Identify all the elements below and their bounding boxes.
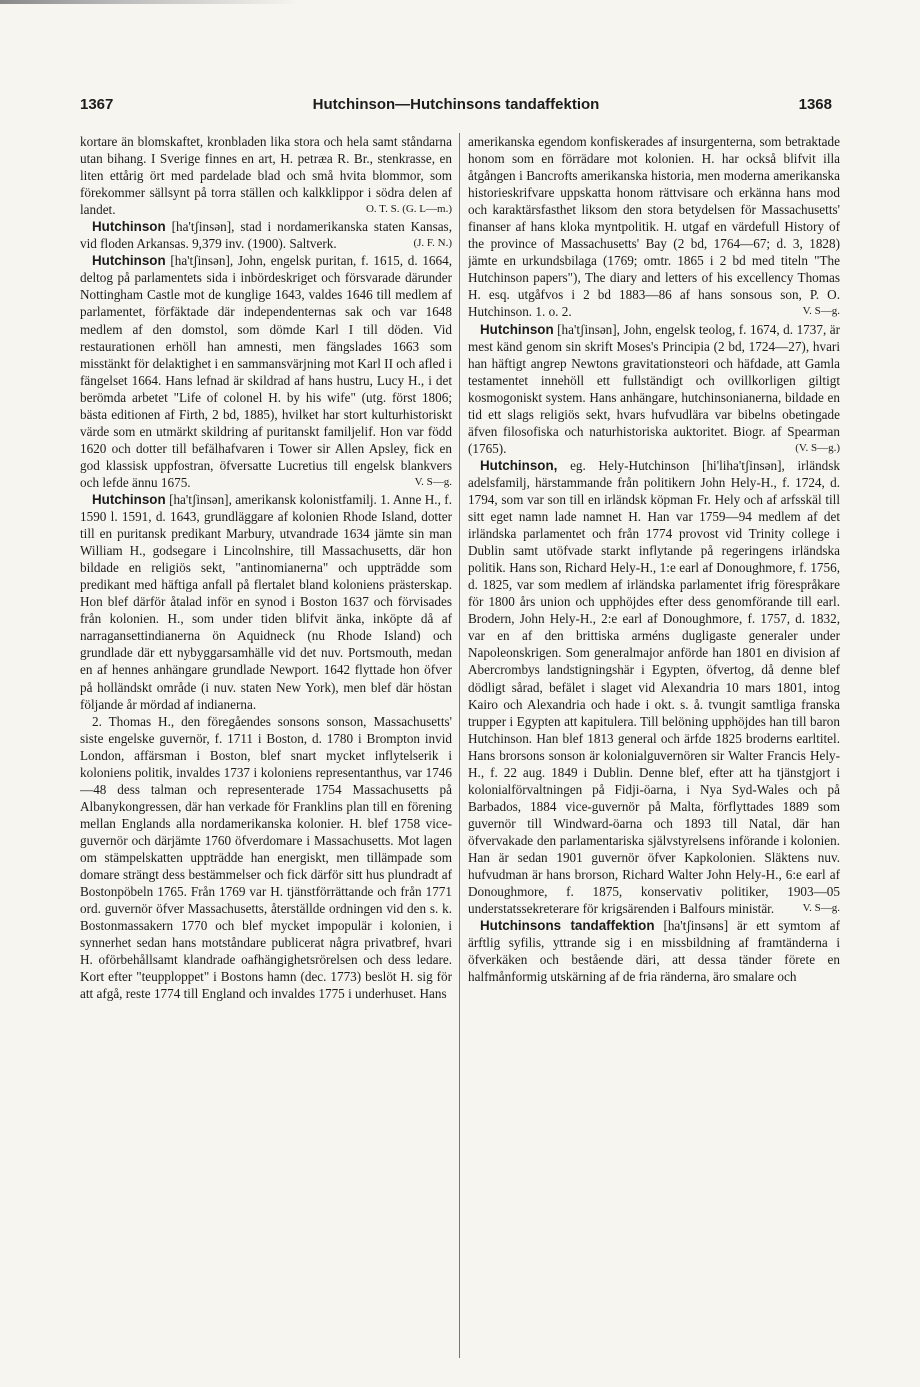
entry-headword: Hutchinson (92, 491, 166, 507)
author-signature: (J. F. N.) (413, 237, 452, 250)
entry-text: kortare än blomskaftet, kronbladen lika stora och hela samt ståndarna utan bihang. I Sverige finnes en art, H. petræa R. Br., stenkrasse, en liten ettårig ört med pardelade blad och små hvita blommor, som förekommer sällsynt på torra ställen och kalkklippor i södra delen af landet. (80, 134, 452, 218)
entry-paragraph (468, 457, 840, 917)
author-signature: V. S—g. (802, 902, 840, 915)
right-column (468, 133, 840, 1358)
page-header (80, 96, 832, 120)
entry-paragraph (468, 321, 840, 457)
entry-text: [ha'tʃinsən], John, engelsk puritan, f. 1615, d. 1664, deltog på parlamentets sida i inbördeskriget och försvarade därunder Nottingham Castle mot de kunglige 1643, valdes 1646 till medlem af parlamentet, förfäktade där independenternas sak och var 1648 medlem af den domstol, som dömde Karl I till döden. Vid restaurationen erhöll han amnesti, men fängslades 1663 som misstänkt för delaktighet i en sammansvärjning mot Karl II och afled i fängelset 1664. Hans lefnad är skildrad af hans hustru, Lucy H., i det berömda arbetet "Life of colonel H. by his wife" (utg. först 1806; bästa editionen af Firth, 2 bd, 1885), hvilket har stort kulturhistoriskt värde som en utmärkt skildring af puritanskt familjelif. Hon var född 1620 och dotter till befälhafvaren i Tower sir Allen Apsley, fick en god klassisk uppfostran, öfversatte Lucretius till engelsk blankvers och lefde ännu 1675. (80, 253, 452, 490)
right-page-number: 1368 (798, 96, 832, 113)
entry-text: amerikanska egendom konfiskerades af insurgenterna, som betraktade honom som en förrädare mot kolonien. H. har också blifvit illa åtgången i Bancrofts amerikanska historia, men moderna amerikanska historieskrifvare uppskatta honom rättvisare och erkänna hans mod och karaktärsfasthet liksom den stora betydelsen för Massachusetts' finanser af hans kloka myntpolitik. H. utgaf en värdefull History of the province of Massachusetts' Bay (2 bd, 1764—67; d. 3, 1828) jämte en urkundsbilaga (1769; omtr. 1865 i 2 bd med titeln "The Hutchinson papers"), The diary and letters of his excellency Thomas H. esq. utgåfvos i 2 bd 1883—86 af hans sonsous son, P. O. Hutchinson. 1. o. 2. (468, 134, 840, 320)
author-signature: V. S—g. (802, 305, 840, 318)
entry-text: [ha'tʃinsəns] är ett symtom af ärftlig syfilis, yttrande sig i en missbildning af framtänderna i öfverkäken och bestående däri, att dessa tänder förete en halfmånformig utskärning af de fria ränderna, äro smalare och (468, 918, 840, 985)
entry-paragraph (80, 252, 452, 491)
entry-paragraph (80, 218, 452, 252)
left-page-number: 1367 (80, 96, 114, 113)
entry-text: 2. Thomas H., den föregåendes sonsons sonson, Massachusetts' siste engelske guvernör, f. 1711 i Boston, d. 1780 i Brompton invid London, affärsman i Boston, blef snart mycket inflytelserik i koloniens politik, invaldes 1737 i koloniens representanthus, var 1746—48 dess talman och representerade 1754 Massachusetts på Albanykongressen, där han verkade för Franklins plan till en förening mellan Englands alla nordamerikanska kolonier. H. blef 1758 vice-guvernör och därjämte 1760 öfverdomare i Massachusetts. Mot lagen om stämpelskatten uppträdde han energiskt, men tillämpade som domare strängt dess bestämmelser och fick därför sitt hus plundradt af Bostonpöbeln 1765. Från 1769 var H. tjänstförrättande och från 1771 ord. guvernör öfver Massachusetts, återställde ordningen vid den s. k. Bostonmassakern 1770 och blef mycket impopulär i kolonien, i synnerhet sedan hans motståndare publicerat några privatbref, hvari H. oförbehållsamt klandrade oafhängighetsrörelsen och dess ledare. Kort efter "teupploppet" i Bostons hamn (dec. 1773) beslöt H. sig för att afgå, reste 1774 till England och invaldes 1775 i underhuset. Hans (80, 713, 452, 1002)
entry-paragraph (80, 491, 452, 713)
author-signature: V. S—g. (414, 475, 452, 488)
scan-edge-mark (0, 0, 300, 4)
entry-headword: Hutchinson (92, 253, 166, 269)
entry-paragraph (468, 917, 840, 985)
entry-headword: Hutchinson (480, 321, 554, 337)
author-signature: (V. S—g.) (795, 441, 840, 454)
entry-headword: Hutchinson, (480, 457, 558, 473)
entry-paragraph (80, 133, 452, 218)
entry-text: [ha'tʃinsən], John, engelsk teolog, f. 1674, d. 1737, är mest känd genom sin skrift Moses's Principia (2 bd, 1724—27), hvari han häftigt angrep Newtons gravitationsteori och häfdade, att Gamla testamentet innehöll ett fullständigt och ovillkorligen giltigt kosmogoniskt system. Hans anhängare, hutchinsonianerna, bildade en tid ett slags religiös sekt, hvars hufvudlära var bibelns obetingade äfven filosofiska och naturhistoriska auktoritet. Biogr. af Spearman (1765). (468, 321, 840, 456)
entry-headword: Hutchinson (92, 219, 166, 235)
left-column (80, 133, 452, 1358)
entry-paragraph (468, 133, 840, 321)
entry-text: eg. Hely-Hutchinson [hi'liha'tʃinsən], irländsk adelsfamilj, härstammande från politikern John Hely-H., f. 1724, d. 1794, som var son till en irländsk köpman Fr. Hely och af arfsskäl till sitt eget namn lade namnet H. Han var 1759—94 medlem af det irländska parlamentet och från 1774 provost vid Trinity college i Dublin samt utöfvade starkt inflytande på regeringens irländska politik. Hans son, Richard Hely-H., 1:e earl af Donoughmore, f. 1756, d. 1825, var som medlem af irländska parlamentet ifrig förespråkare för 1800 års union och upphöjdes efter dess genomförande till earl. Brodern, John Hely-H., 2:e earl af Donoughmore, f. 1757, d. 1832, var en af den brittiska arméns dugligaste generaler under Napoleonskrigen. Som generalmajor anförde han 1801 en division af Abercrombys landstigningshär i Egypten, öfvertog, då denne blef dödligt sårad, befälet i slaget vid Alexandria 10 mars 1801, intog Kairo och Alexandria och hade i okt. s. å. tvungit samtliga franska trupper i Egypten att kapitulera. Till belöning upphöjdes han till baron Hutchinson. Han blef 1813 general och ärfde 1825 broderns earltitel. Hans brorsons sonson är kolonialguvernören sir Walter Francis Hely-H., f. 22 aug. 1849 i Dublin. Denne blef, efter att ha tjänstgjort i kolonialförvaltningen på Fidji-öarna, i Nya Syd-Wales och på Barbados, 1884 vice-guvernör på Malta, förflyttades 1889 som guvernör till Windward-öarna och 1893 till Natal, där han öfvervakade den parlamentariska självstyrelsens införande i kolonien. Han är sedan 1901 guvernör öfver Kapkolonien. Släktens nuv. hufvudman är hans brorson, Richard Walter John Hely-H., 6:e earl af Donoughmore, f. 1875, konservativ politiker, 1903—05 understatssekreterare för krigsärenden i Balfours ministär. (468, 457, 840, 917)
entry-headword: Hutchinsons tandaffektion (480, 918, 655, 934)
author-signature: O. T. S. (G. L—m.) (365, 203, 452, 216)
entry-text: [ha'tʃinsən], amerikansk kolonistfamilj. 1. Anne H., f. 1590 l. 1591, d. 1643, grundläggare af kolonien Rhode Island, dotter till en puritansk predikant Marbury, utvandrade 1634 jämte sin man William H., godsegare i Lincolnshire, till Massachusetts, där hon bildade en religiös sekt, "antinomianerna" och uppträdde som predikant med häftiga anfall på flertalet bland koloniens prästerskap. Hon blef därför åtalad inför en synod i Boston 1637 och förvisades från kolonien. H., som under tiden blifvit änka, inköpte då af narragansettindianerna ön Aquidneck (nu Rhode Island) och grundlade där ett nybyggarsamhälle vid det nuv. Portsmouth, medan en af hennes anhängare grundlade Newport. 1642 flyttade hon öfver på holländskt område (i nuv. staten New York), men blef där höstan följande år mördad af indianerna. (80, 491, 452, 712)
running-title: Hutchinson—Hutchinsons tandaffektion (312, 96, 600, 113)
entry-paragraph (80, 713, 452, 1003)
text-columns (80, 133, 840, 1358)
entry-text: [ha'tʃinsən], stad i nordamerikanska staten Kansas, vid floden Arkansas. 9,379 inv. (1900). Saltverk. (80, 219, 452, 252)
